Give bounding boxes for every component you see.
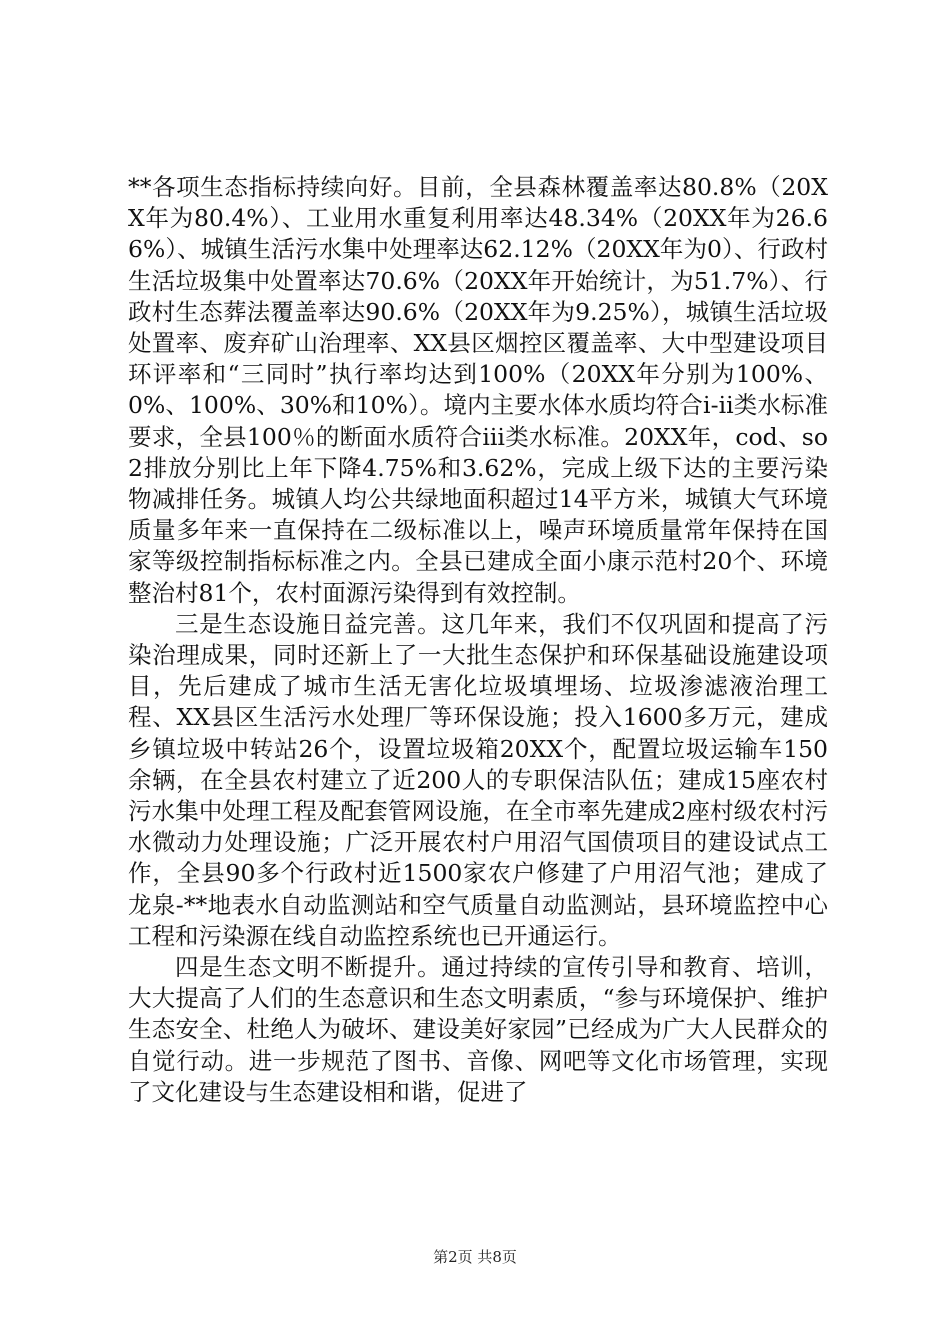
paragraph-2: 三是生态设施日益完善。这几年来，我们不仅巩固和提高了污染治理成果，同时还新上了一大批生态保护和环保基础设施建设项目，先后建成了城市生活无害化垃圾填埋场、垃圾渗滤液治理工程、XX县区生活污水处理厂等环保设施；投入1600多万元，建成乡镇垃圾中转站26个，设置垃圾箱20XX个，配置垃圾运输车150余辆，在全县农村建立了近200人的专职保洁队伍；建成15座农村污水集中处理工程及配套管网设施，在全市率先建成2座村级农村污水微动力处理设施；广泛开展农村户用沼气国债项目的建设试点工作，全县90多个行政村近1500家农户修建了户用沼气池；建成了龙泉-**地表水自动监测站和空气质量自动监测站，县环境监控中心工程和污染源在线自动监控系统也已开通运行。 bbox=[128, 609, 828, 950]
paragraph-3: 四是生态文明不断提升。通过持续的宣传引导和教育、培训，大大提高了人们的生态意识和生态文明素质，“参与环境保护、维护生态安全、杜绝人为破坏、建设美好家园”已经成为广大人民群众的自觉行动。进一步规范了图书、音像、网吧等文化市场管理，实现了文化建设与生态建设相和谐，促进了 bbox=[128, 953, 828, 1106]
document-body bbox=[128, 172, 828, 1108]
page-footer: 第2页 共8页 bbox=[433, 1248, 517, 1266]
paragraph-1: **各项生态指标持续向好。目前，全县森林覆盖率达80.8%（20XX年为80.4%）、工业用水重复利用率达48.34%（20XX年为26.66%）、城镇生活污水集中处理率达62.12%（20XX年为0）、行政村生活垃圾集中处置率达70.6%（20XX年开始统计，为51.7%）、行政村生态葬法覆盖率达90.6%（20XX年为9.25%），城镇生活垃圾处置率、废弃矿山治理率、XX县区烟控区覆盖率、大中型建设项目环评率和“三同时”执行率均达到100%（20XX年分别为100%、0%、100%、30%和10%）。境内主要水体水质均符合ⅰ-ⅱ类水标准要求，全县100％的断面水质符合ⅲ类水标准。20XX年，cod、so2排放分别比上年下降4.75%和3.62%，完成上级下达的主要污染物减排任务。城镇人均公共绿地面积超过14平方米，城镇大气环境质量多年来一直保持在二级标准以上，噪声环境质量常年保持在国家等级控制指标标准之内。全县已建成全面小康示范村20个、环境整治村81个，农村面源污染得到有效控制。 bbox=[128, 173, 828, 607]
